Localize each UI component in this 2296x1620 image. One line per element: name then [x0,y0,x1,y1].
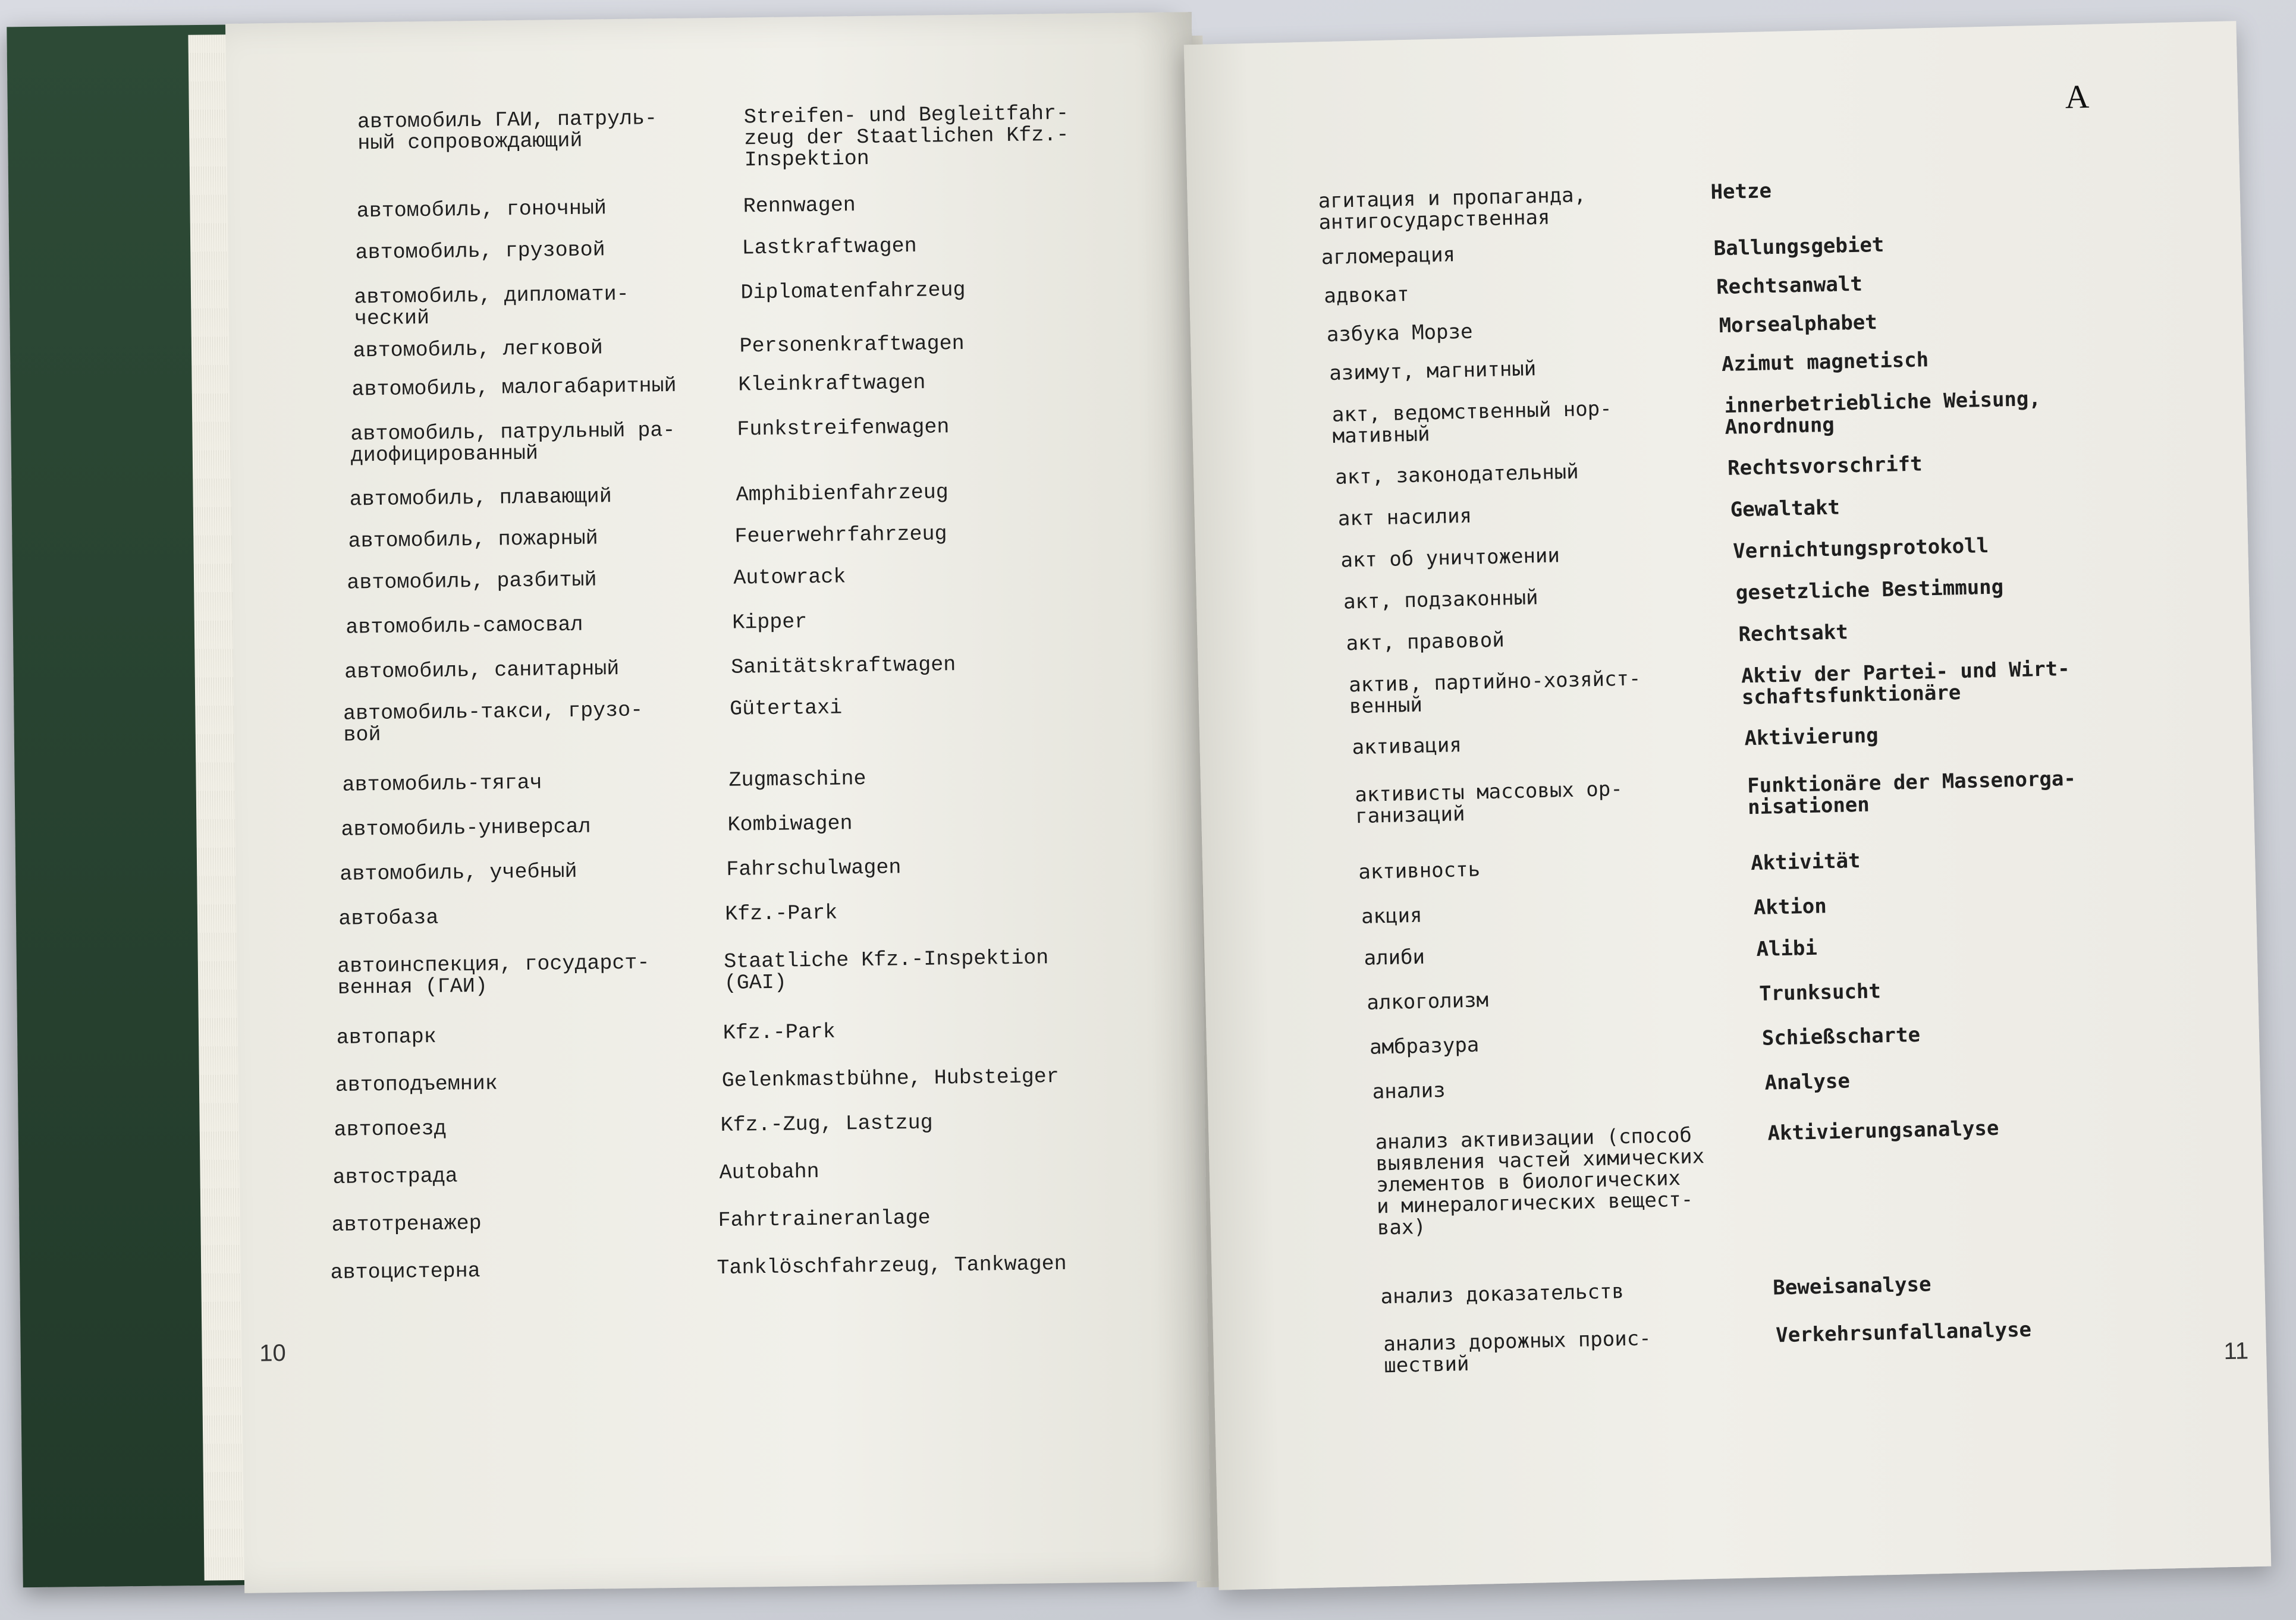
dictionary-entry [225,854,1175,886]
russian-term: автобаза [338,905,439,931]
german-translation: Azimut magnetisch [1721,348,1929,377]
left-page [225,12,1211,1593]
german-translation: Funkstreifenwagen [737,415,950,442]
dictionary-entry [1244,1111,2271,1240]
russian-term: акт об уничтожении [1340,543,1560,572]
german-translation: Tanklöschfahrzeug, Tankwagen [717,1251,1067,1281]
dictionary-entry [1230,885,2272,929]
dictionary-entry [1227,841,2271,885]
dictionary-entry [1218,653,2270,719]
russian-term: автопарк [336,1024,437,1050]
russian-term: акт, ведомственный нор- мативный [1331,397,1613,448]
russian-term: адвокат [1323,282,1410,309]
german-translation: Sanitätskraftwagen [730,653,956,680]
german-translation: Aktivität [1750,848,1861,876]
german-translation: Rechtsvorschrift [1727,452,1923,480]
dictionary-entry [225,1157,1168,1190]
german-translation: Feuerwehrfahrzeug [734,522,947,549]
russian-term: автомобиль, санитарный [344,657,620,684]
dictionary-entry [225,809,1176,842]
german-translation: Fahrtraineranlage [718,1206,931,1233]
dictionary-entry [225,765,1177,797]
russian-term: акт, подзаконный [1343,586,1538,614]
russian-term: анализ [1372,1078,1446,1104]
german-translation: Kleinkraftwagen [738,370,926,397]
russian-term: акция [1361,903,1422,929]
german-translation: Autowrack [733,565,846,590]
german-translation: Schießscharte [1761,1023,1921,1050]
german-translation: Vernichtungsprotokoll [1732,533,1989,564]
german-translation: Verkehrsunfallanalyse [1775,1317,2032,1348]
german-translation: Kfz.-Park [725,901,838,926]
german-translation: Personenkraftwagen [739,331,965,358]
dictionary-entry [1204,446,2257,489]
russian-term: автомобиль-такси, грузо- вой [343,698,643,747]
german-translation: innerbetriebliche Weisung, Anordnung [1724,386,2041,439]
russian-term: автомобиль, пожарный [348,526,598,553]
german-translation: Amphibienfahrzeug [736,480,948,507]
russian-term: автомобиль-универсал [341,814,591,842]
dictionary-entry [1236,971,2271,1015]
dictionary-entry [1233,927,2271,970]
dictionary-entry [225,276,1189,331]
german-translation: Lastkraftwagen [742,234,917,260]
dictionary-entry [225,946,1173,1000]
russian-term: автострада [332,1164,458,1190]
russian-term: азбука Морзе [1326,319,1473,347]
dictionary-entry [226,190,1192,224]
russian-term: автомобиль ГАИ, патруль- ный сопровождающий [357,106,658,156]
dictionary-entry [225,232,1191,265]
german-translation: Rennwagen [743,193,856,219]
german-translation: Beweisanalyse [1772,1272,1931,1300]
dictionary-entry [1187,169,2240,235]
russian-term: автоцистерна [330,1259,480,1285]
german-translation: Aktiv der Partei- und Wirt- schaftsfunktionäre [1741,656,2071,710]
dictionary-entry [225,1017,1172,1050]
german-translation: Trunksucht [1758,979,1882,1006]
russian-term: активность [1358,857,1481,885]
dictionary-entry [1207,487,2260,531]
russian-term: автомобиль, дипломати- ческий [354,282,629,331]
russian-term: автомобиль, патрульный ра- диофицированный [350,418,676,468]
russian-term: автоподъемник [335,1071,498,1097]
german-translation: Diplomatenfahrzeug [740,278,966,305]
german-translation: Analyse [1764,1069,1851,1095]
russian-term: активисты массовых ор- ганизаций [1354,776,1623,829]
german-translation: Kombiwagen [727,811,853,837]
german-translation: Alibi [1756,936,1818,961]
dictionary-entry [225,693,1179,747]
russian-term: автопоезд [334,1116,447,1142]
russian-term: алиби [1364,945,1425,970]
russian-term: автомобиль, плавающий [349,485,613,512]
dictionary-entry [225,1251,1166,1285]
russian-term: азимут, магнитный [1328,357,1537,386]
russian-term: автомобиль, малогабаритный [351,373,677,402]
dictionary-entry [1224,763,2271,829]
russian-term: агломерация [1321,243,1456,270]
russian-term: анализ активизации (способ выявления частей химических элементов в биологических и минералогических вещест- вах) [1375,1123,1705,1240]
german-translation: Aktivierungsanalyse [1767,1116,1999,1146]
russian-term: автотренажер [331,1211,482,1237]
german-translation: gesetzliche Bestimmung [1735,575,2004,605]
german-translation: Rechtsanwalt [1716,272,1863,300]
russian-term: агитация и пропаганда, антигосударственная [1318,183,1587,235]
dictionary-entry [225,479,1185,512]
german-translation: Streifen- und Begleitfahr- zeug der Staatlichen Kfz.- Inspektion [743,101,1069,172]
russian-term: актив, партийно-хозяйст- венный [1348,666,1641,719]
russian-term: акт насилия [1337,504,1472,531]
dictionary-entry [1221,716,2271,760]
russian-term: активация [1352,733,1462,760]
right-page-number: 11 [2223,1338,2249,1365]
russian-term: алкоголизм [1366,988,1489,1015]
german-translation: Hetze [1710,179,1772,205]
german-translation: Staatliche Kfz.-Inspektion (GAI) [724,946,1049,995]
german-translation: Aktivierung [1744,724,1879,751]
russian-term: анализ дорожных проис- шествий [1383,1326,1652,1378]
german-translation: Kfz.-Zug, Lastzug [720,1111,933,1137]
german-translation: Rechtsakt [1738,620,1849,647]
german-translation: Fahrschulwagen [726,855,902,882]
dictionary-entry [225,1109,1169,1142]
german-translation: Gelenkmastbühne, Hubsteiger [721,1065,1060,1093]
german-translation: Zugmaschine [728,766,866,792]
dictionary-entry [225,1065,1171,1097]
russian-term: акт, правовой [1346,628,1505,656]
russian-term: автоинспекция, государст- венная (ГАИ) [337,951,650,1000]
dictionary-entry [225,520,1183,553]
dictionary-entry [225,413,1186,468]
letter-heading: A [2064,78,2090,116]
russian-term: акт, законодательный [1334,460,1579,489]
dictionary-entry [1210,529,2262,572]
dictionary-entry [1249,1265,2271,1309]
german-translation: Gewaltakt [1730,495,1840,522]
german-translation: Kfz.-Park [723,1020,836,1045]
dictionary-entry [225,606,1181,640]
dictionary-entry [1215,612,2267,656]
dictionary-entry [1201,383,2254,448]
russian-term: автомобиль, грузовой [355,238,605,265]
russian-term: амбразура [1369,1033,1480,1059]
right-page [1184,21,2272,1590]
german-translation: Morsealphabet [1719,310,1878,338]
german-translation: Autobahn [719,1159,819,1185]
dictionary-entry [225,562,1182,595]
russian-term: автомобиль-самосвал [346,612,583,640]
german-translation: Gütertaxi [729,696,843,721]
left-entries [225,12,1192,1285]
dictionary-entry [225,369,1187,402]
dictionary-entry [225,330,1188,363]
russian-term: автомобиль, учебный [340,859,577,886]
german-translation: Aktion [1753,894,1827,920]
dictionary-entry [1213,570,2265,614]
left-page-number: 10 [259,1339,287,1367]
russian-term: анализ доказательств [1380,1279,1625,1309]
german-translation: Ballungsgebiet [1713,232,1884,261]
russian-term: автомобиль, легковой [353,336,603,363]
dictionary-entry [225,898,1174,931]
dictionary-entry [225,1204,1167,1237]
german-translation: Kipper [732,610,808,635]
dictionary-entry [227,101,1193,172]
dictionary-entry [1239,1016,2272,1059]
russian-term: автомобиль, разбитый [347,568,597,595]
german-translation: Funktionäre der Massenorga- nisationen [1747,766,2077,820]
dictionary-entry [225,651,1180,684]
russian-term: автомобиль, гоночный [356,196,607,224]
dictionary-entry [1241,1061,2271,1104]
russian-term: автомобиль-тягач [342,770,542,797]
